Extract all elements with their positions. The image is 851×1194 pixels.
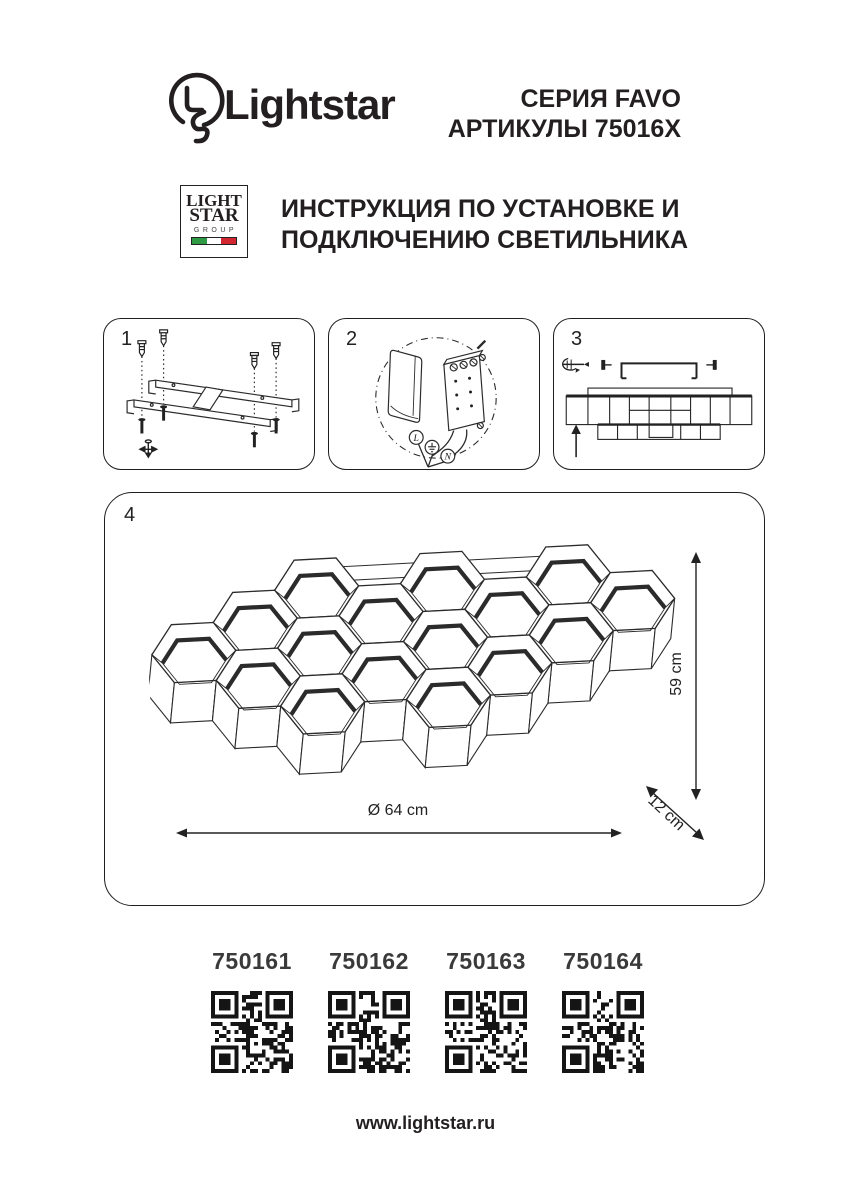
screw-rotate-icon [562, 358, 589, 372]
step2-panel [328, 318, 540, 470]
diameter-dimension-arrow [175, 825, 623, 841]
step1-bracket-drawing [104, 319, 314, 469]
series-line1: СЕРИЯ FAVO [520, 85, 681, 113]
document-title [281, 194, 688, 256]
screw-direction-icon [140, 440, 157, 457]
title-line1: ИНСТРУКЦИЯ ПО УСТАНОВКЕ И [281, 195, 680, 223]
article-code: 750163 [446, 948, 526, 974]
badge-group: GROUP [193, 227, 238, 234]
step4-panel [104, 492, 765, 906]
step1-panel [103, 318, 315, 470]
qr-code [211, 991, 293, 1073]
step3-number: 3 [571, 328, 583, 350]
diameter-dimension-label: Ø 64 cm [367, 802, 429, 819]
wall-anchors [138, 330, 280, 368]
badge-star: STAR [189, 205, 239, 226]
honeycomb-fixture-drawing [143, 529, 687, 808]
series-title [448, 84, 681, 144]
series-line2: АРТИКУЛЫ 75016X [447, 115, 681, 143]
brand-wordmark: Lightstar [224, 81, 395, 128]
qr-code [445, 991, 527, 1073]
step2-number: 2 [346, 328, 358, 350]
article-item [328, 948, 410, 1073]
flag-red [221, 238, 236, 244]
step1-number: 1 [121, 328, 133, 350]
italian-flag-stripe [191, 237, 237, 245]
qr-code [562, 991, 644, 1073]
article-code: 750162 [329, 948, 409, 974]
height-dimension-arrow [683, 551, 709, 801]
article-item [562, 948, 644, 1073]
bracket-and-screws [602, 360, 716, 378]
depth-dimension-label: 12 cm [644, 792, 688, 835]
step3-attachment-drawing [554, 319, 764, 469]
fixture-side-view [566, 388, 752, 439]
height-dimension-label: 59 cm [667, 652, 685, 696]
website-url: www.lightstar.ru [355, 1113, 496, 1133]
title-line2: ПОДКЛЮЧЕНИЮ СВЕТИЛЬНИКА [281, 226, 689, 254]
lightstar-bulb-logo-icon [166, 70, 228, 152]
article-code: 750164 [563, 948, 643, 974]
neutral-label: N [444, 451, 452, 463]
flag-green [192, 238, 207, 244]
article-code: 750161 [212, 948, 292, 974]
lightstar-group-badge [180, 185, 248, 258]
step4-number: 4 [124, 504, 136, 526]
qr-code [328, 991, 410, 1073]
step3-panel [553, 318, 765, 470]
push-up-arrow [572, 426, 580, 458]
articles-row [211, 948, 644, 1073]
badge-light: LIGHT [186, 191, 242, 210]
step2-wiring-drawing [329, 319, 539, 469]
terminal-block [444, 341, 485, 431]
cover-plate [388, 350, 422, 422]
flag-white [207, 238, 222, 244]
article-item [445, 948, 527, 1073]
live-label: L [413, 432, 419, 444]
article-item [211, 948, 293, 1073]
